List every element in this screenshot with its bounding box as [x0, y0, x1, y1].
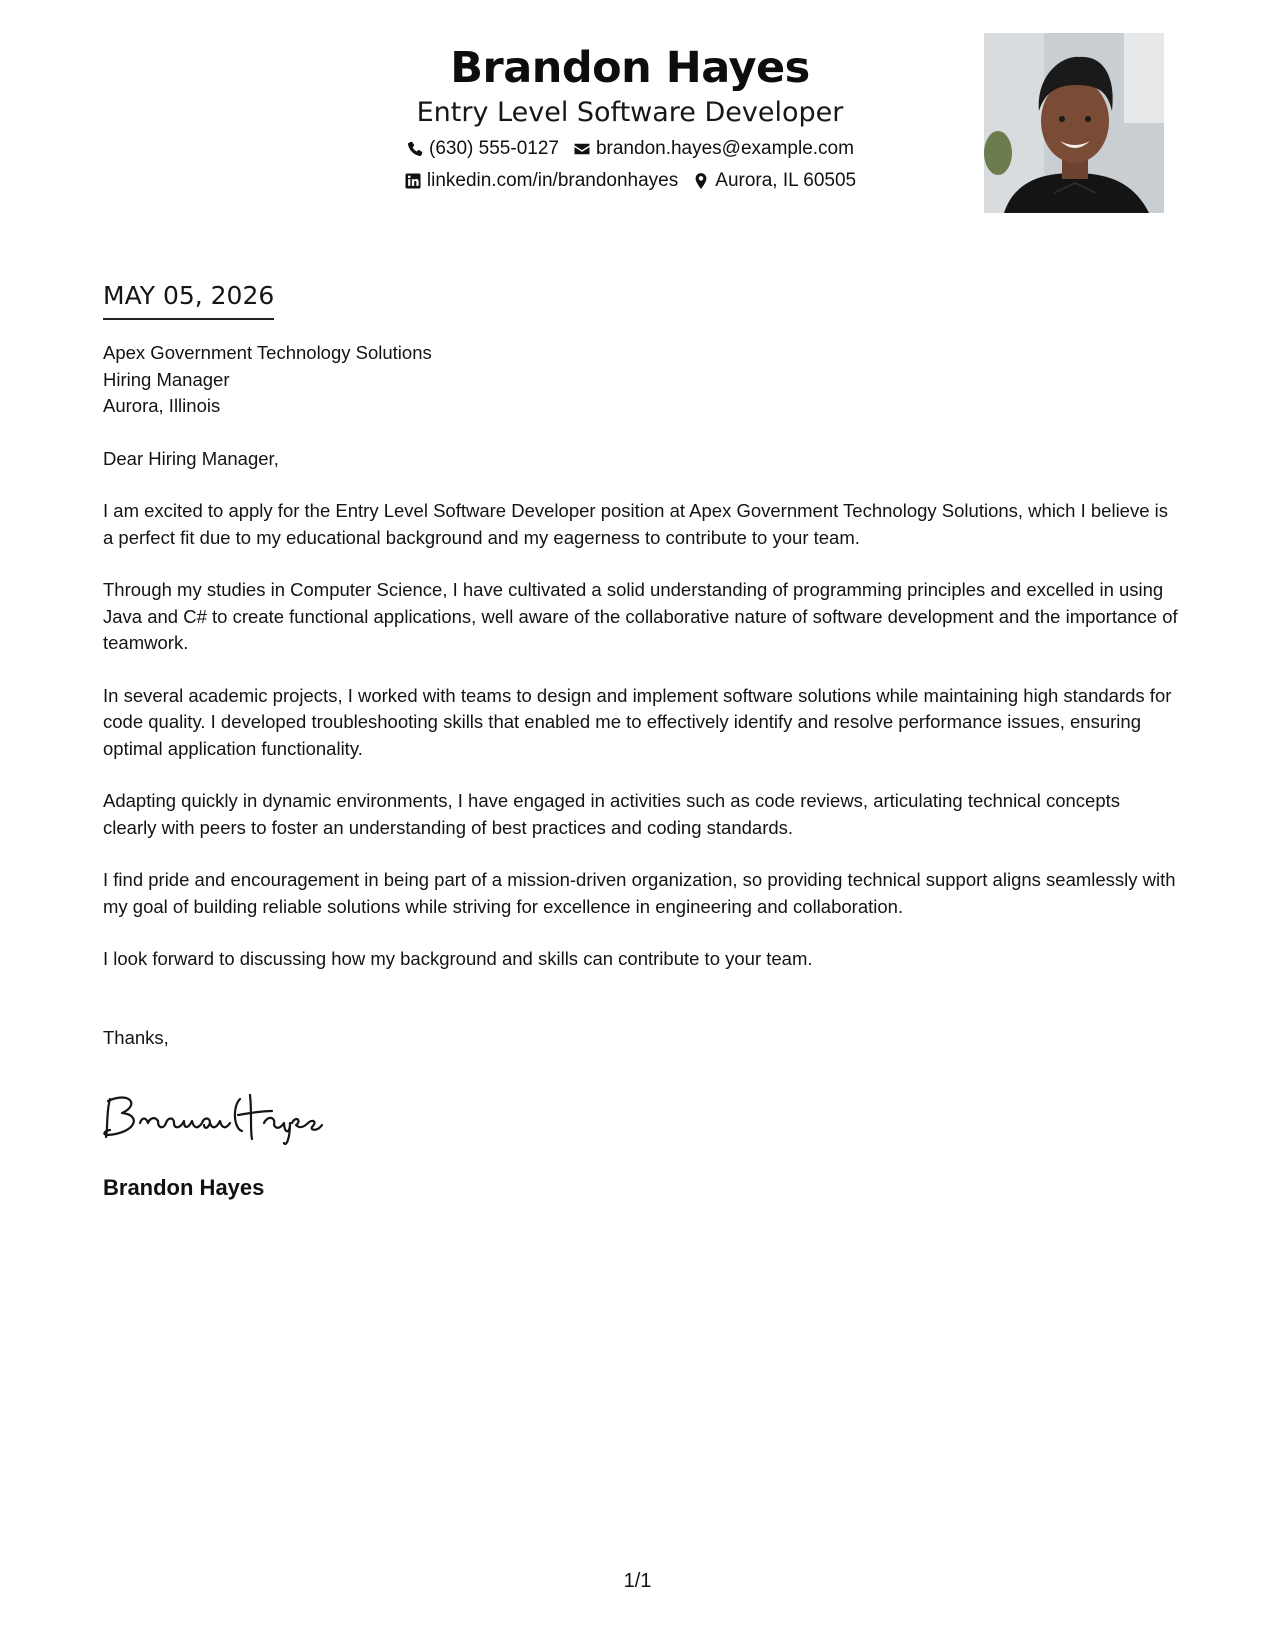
email-text: brandon.hayes@example.com — [595, 138, 854, 159]
body-paragraph: I am excited to apply for the Entry Level Software Developer position at Apex Government Technology Solutions, which I believe is a perfect fit due to my educational background and my eagerness to contribute to your team. — [103, 500, 1169, 548]
signer-name: Brandon Hayes — [103, 1175, 265, 1200]
letter-header — [300, 42, 960, 194]
contact-line-1 — [300, 136, 960, 162]
phone-text: (630) 555-0127 — [429, 138, 559, 159]
contact-line-2 — [300, 168, 960, 194]
applicant-title: Entry Level Software Developer — [416, 97, 844, 128]
recipient-role: Hiring Manager — [103, 368, 230, 390]
body-paragraph: I find pride and encouragement in being part of a mission-driven organization, so providing technical support aligns seamlessly with my goal of building reliable solutions while striving for excellence in engineering and collaboration. — [103, 869, 1176, 917]
recipient-location: Aurora, Illinois — [103, 395, 221, 416]
linkedin-text: linkedin.com/in/brandonhayes — [426, 170, 679, 191]
profile-photo — [984, 33, 1164, 213]
recipient-block — [103, 340, 1178, 420]
linkedin-icon — [404, 172, 422, 190]
letter-date: MAY 05, 2026 — [103, 280, 274, 320]
handwritten-signature — [100, 1085, 360, 1145]
envelope-icon — [573, 140, 591, 158]
phone-icon — [406, 140, 424, 158]
body-paragraph: Through my studies in Computer Science, I have cultivated a solid understanding of programming principles and excelled in using Java and C# to create functional applications, well aware of the collaborative nature of software development and the importance of teamwork. — [103, 579, 1178, 653]
map-pin-icon — [692, 172, 710, 190]
body-paragraph: In several academic projects, I worked with teams to design and implement software solutions while maintaining high standards for code quality. I developed troubleshooting skills that enabled me to effectively identify and resolve performance issues, ensuring optimal application functionality. — [103, 684, 1172, 759]
letter-body — [103, 340, 1178, 1051]
page-number: 1/1 — [623, 1570, 652, 1592]
contact-location — [692, 168, 856, 194]
recipient-company: Apex Government Technology Solutions — [103, 342, 432, 363]
body-paragraph: I look forward to discussing how my background and skills can contribute to your team. — [103, 948, 813, 969]
contact-email — [573, 136, 854, 162]
salutation: Dear Hiring Manager, — [103, 447, 279, 469]
body-paragraph: Adapting quickly in dynamic environments, I have engaged in activities such as code reviews, articulating technical concepts clearly with peers to foster an understanding of best practices and coding standards. — [103, 790, 1121, 838]
applicant-name: Brandon Hayes — [450, 43, 810, 93]
closing: Thanks, — [103, 1026, 169, 1048]
contact-phone — [406, 136, 559, 162]
location-text: Aurora, IL 60505 — [715, 170, 857, 191]
contact-linkedin — [404, 168, 678, 194]
